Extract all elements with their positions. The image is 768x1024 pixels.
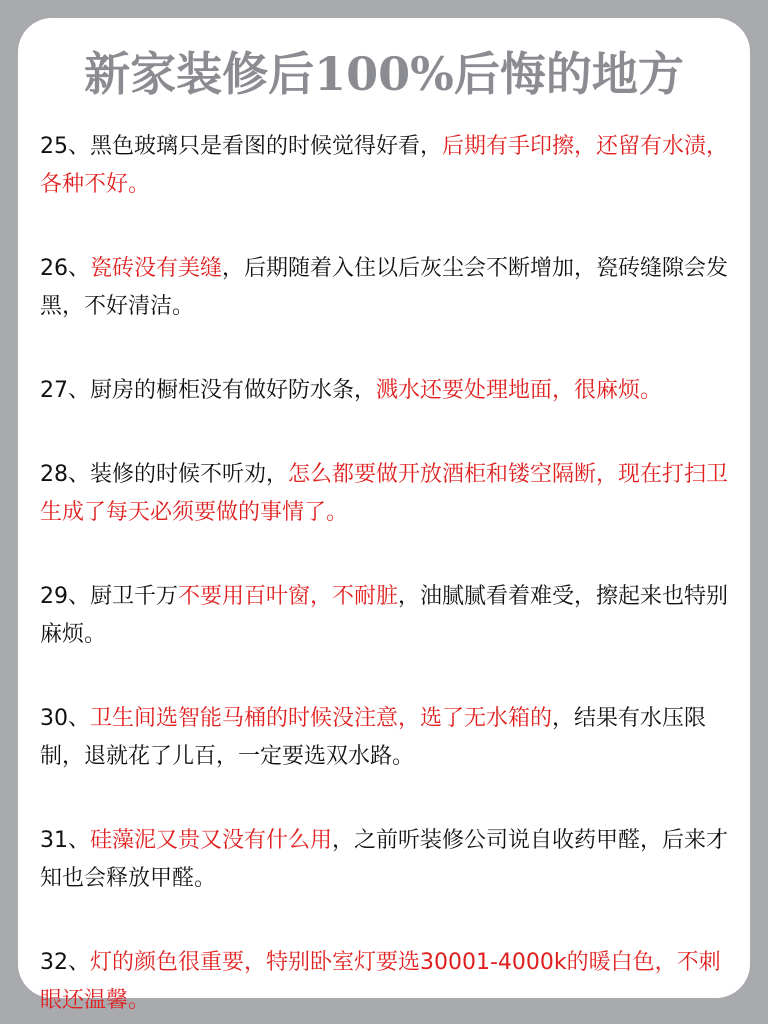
tip-text: 26、 xyxy=(40,256,90,281)
tip-item-25 xyxy=(40,128,730,204)
page-title: 新家装修后100%后悔的地方 xyxy=(84,47,684,101)
tip-highlight: 卫生间选智能马桶的时候没注意，选了无水箱的 xyxy=(90,706,553,731)
tip-text: ，之前听装修公司说自收药甲醛，后来才知也会释放甲醛。 xyxy=(40,828,729,891)
tip-text: 28、装修的时候不听劝， xyxy=(40,462,288,487)
tip-item-26 xyxy=(40,250,730,326)
tip-highlight: 瓷砖没有美缝 xyxy=(90,256,223,281)
tip-text: ，结果有水压限制，退就花了儿百，一定要选双水路。 xyxy=(40,706,707,769)
tip-highlight: 怎么都要做开放酒柜和镂空隔断，现在打扫卫生成了每天必须要做的事情了。 xyxy=(40,462,729,525)
tip-highlight: 不要用百叶窗，不耐脏 xyxy=(178,584,399,609)
tip-highlight: 后期有手印擦，还留有水渍，各种不好。 xyxy=(40,134,729,197)
tip-text: 25、黑色玻璃只是看图的时候觉得好看， xyxy=(40,134,442,159)
tip-text: 30、 xyxy=(40,706,90,731)
tip-item-27 xyxy=(40,372,730,410)
tip-text: ，后期随着入住以后灰尘会不断增加，瓷砖缝隙会发黑，不好清洁。 xyxy=(40,256,729,319)
tip-highlight: 溅水还要处理地面，很麻烦。 xyxy=(376,378,663,403)
tip-text: ，油腻腻看着难受，擦起来也特别麻烦。 xyxy=(40,584,729,647)
tips-list xyxy=(40,128,730,1020)
tip-text: 29、厨卫千万 xyxy=(40,584,178,609)
tip-text: 32、 xyxy=(40,950,90,975)
tip-item-32 xyxy=(40,944,730,1020)
tip-text: 31、 xyxy=(40,828,90,853)
tip-item-31 xyxy=(40,822,730,898)
tip-text: 27、厨房的橱柜没有做好防水条， xyxy=(40,378,376,403)
tip-highlight: 硅藻泥又贵又没有什么用 xyxy=(90,828,333,853)
tip-item-28 xyxy=(40,456,730,532)
tip-item-30 xyxy=(40,700,730,776)
tip-item-29 xyxy=(40,578,730,654)
tip-highlight: 灯的颜色很重要，特别卧室灯要选30001-4000k的暖白色，不刺眼还温馨。 xyxy=(40,950,721,1013)
